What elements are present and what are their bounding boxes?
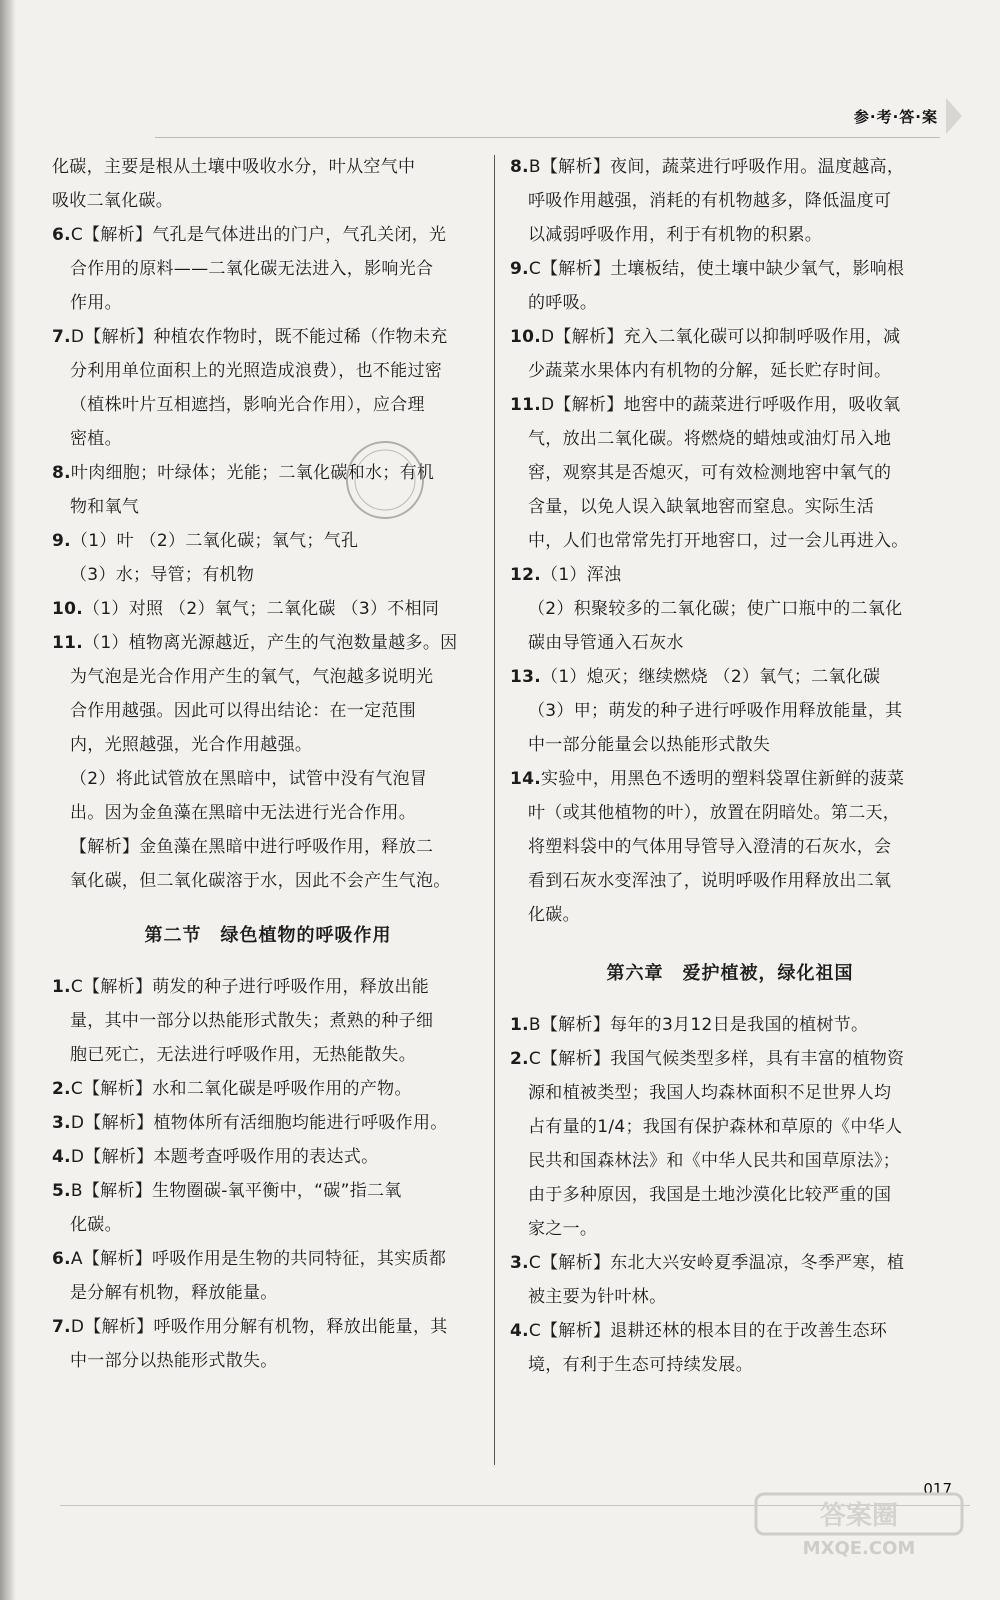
answer-text: 量，其中一部分以热能形式散失；煮熟的种子细 (70, 1011, 434, 1031)
answer-line (510, 524, 950, 558)
answer-line (510, 1212, 950, 1246)
question-number: 7. (52, 1317, 71, 1337)
answer-line (510, 660, 950, 694)
answer-text: 胞已死亡，无法进行呼吸作用，无热能散失。 (70, 1045, 416, 1065)
answer-line (510, 728, 950, 762)
answer-line (510, 1246, 950, 1280)
answer-text: （1）植物离光源越近，产生的气泡数量越多。因 (83, 633, 458, 653)
answer-line (52, 830, 484, 864)
watermark-logo-text: 答案圈 (819, 1501, 899, 1531)
answer-text: （2）将此试管放在黑暗中，试管中没有气泡冒 (70, 769, 428, 789)
question-number: 6. (52, 1249, 71, 1269)
question-number: 4. (510, 1321, 529, 1341)
answer-text: D【解析】呼吸作用分解有机物，释放出能量，其 (70, 1317, 448, 1337)
answer-text: 的呼吸。 (528, 293, 598, 313)
answer-text: （1）对照 （2）氧气；二氧化碳 （3）不相同 (83, 599, 440, 619)
question-number: 10. (510, 327, 542, 347)
question-number: 14. (510, 769, 542, 789)
answer-text: 由于多种原因，我国是土地沙漠化比较严重的国 (528, 1185, 892, 1205)
column-divider (494, 155, 495, 1465)
answer-line (510, 558, 950, 592)
answer-text: 化碳，主要是根从土壤中吸收水分，叶从空气中 (52, 157, 416, 177)
answer-text: 含量，以免人误入缺氧地窖而窒息。实际生活 (528, 497, 874, 517)
answer-text: 吸收二氧化碳。 (52, 191, 174, 211)
answer-text: B【解析】生物圈碳-氧平衡中，“碳”指二氧 (70, 1181, 402, 1201)
answer-text: 实验中，用黑色不透明的塑料袋罩住新鲜的菠菜 (541, 769, 905, 789)
question-number: 8. (510, 157, 529, 177)
book-spine-shadow (0, 0, 16, 1600)
answer-text: 氧化碳，但二氧化碳溶于水，因此不会产生气泡。 (70, 871, 451, 891)
answer-text: （1）浑浊 (541, 565, 622, 585)
question-number: 1. (52, 977, 71, 997)
answer-line (52, 218, 484, 252)
answer-line (52, 592, 484, 626)
answer-text: 内，光照越强，光合作用越强。 (70, 735, 313, 755)
answer-text: 是分解有机物，释放能量。 (70, 1283, 278, 1303)
right-answers-bottom (510, 1008, 950, 1382)
answer-text: C【解析】我国气候类型多样，具有丰富的植物资 (528, 1049, 905, 1069)
answer-line (52, 626, 484, 660)
header-rule (155, 137, 940, 138)
answer-text: 将塑料袋中的气体用导管导入澄清的石灰水，会 (528, 837, 892, 857)
right-answers-top (510, 150, 950, 932)
answer-text: 窖，观察其是否熄灭，可有效检测地窖中氧气的 (528, 463, 892, 483)
answer-text: （植株叶片互相遮挡，影响光合作用），应合理 (70, 395, 425, 415)
answer-line (510, 762, 950, 796)
answer-text: 家之一。 (528, 1219, 598, 1239)
answer-text: 民共和国森林法》和《中华人民共和国草原法》； (528, 1151, 901, 1171)
answer-line (510, 388, 950, 422)
answer-text: 【解析】金鱼藻在黑暗中进行呼吸作用，释放二 (70, 837, 434, 857)
answer-text: B【解析】夜间，蔬菜进行呼吸作用。温度越高， (528, 157, 905, 177)
answer-text: 碳由导管通入石灰水 (528, 633, 684, 653)
question-number: 2. (510, 1049, 529, 1069)
question-number: 6. (52, 225, 71, 245)
answer-line (510, 218, 950, 252)
answer-line (52, 252, 484, 286)
question-number: 5. (52, 1181, 71, 1201)
answer-line (52, 1174, 484, 1208)
answer-text: C【解析】退耕还林的根本目的在于改善生态环 (528, 1321, 888, 1341)
answer-line (52, 354, 484, 388)
answer-line (510, 898, 950, 932)
right-column (510, 150, 950, 1382)
header-arrow-icon (946, 98, 962, 134)
question-number: 7. (52, 327, 71, 347)
section-title-right: 第六章 爱护植被，绿化祖国 (606, 963, 854, 984)
answer-line (52, 184, 484, 218)
question-number: 3. (52, 1113, 71, 1133)
answer-line (510, 252, 950, 286)
answer-text: D【解析】本题考查呼吸作用的表达式。 (70, 1147, 379, 1167)
left-column (52, 150, 484, 1378)
answer-line (52, 1106, 484, 1140)
answer-text: 呼吸作用越强，消耗的有机物越多，降低温度可 (528, 191, 892, 211)
answer-line (52, 796, 484, 830)
answer-line (52, 660, 484, 694)
answer-line (510, 490, 950, 524)
answer-text: 合作用越强。因此可以得出结论：在一定范围 (70, 701, 416, 721)
answer-text: （1）叶 （2）二氧化碳；氧气；气孔 (70, 531, 359, 551)
answer-line (52, 762, 484, 796)
page-header (854, 96, 962, 136)
answer-text: 为气泡是光合作用产生的氧气，气泡越多说明光 (70, 667, 434, 687)
answer-text: D【解析】植物体所有活细胞均能进行呼吸作用。 (70, 1113, 448, 1133)
answer-line (510, 1280, 950, 1314)
answer-text: 以减弱呼吸作用，利于有机物的积累。 (528, 225, 823, 245)
answer-line (52, 1038, 484, 1072)
answer-text: 气，放出二氧化碳。将燃烧的蜡烛或油灯吊入地 (528, 429, 892, 449)
answer-text: C【解析】萌发的种子进行呼吸作用，释放出能 (70, 977, 430, 997)
answer-line (52, 1242, 484, 1276)
answer-line (52, 558, 484, 592)
answer-text: 看到石灰水变浑浊了，说明呼吸作用释放出二氧 (528, 871, 892, 891)
answer-text: 中一部分以热能形式散失。 (70, 1351, 278, 1371)
answer-line (52, 970, 484, 1004)
question-number: 12. (510, 565, 542, 585)
question-number: 9. (52, 531, 71, 551)
page-number: 017 (923, 1480, 952, 1498)
answer-text: C【解析】土壤板结，使土壤中缺少氧气，影响根 (528, 259, 905, 279)
answer-text: D【解析】种植农作物时，既不能过稀（作物未充 (70, 327, 448, 347)
answer-text: 作用。 (70, 293, 122, 313)
answer-text: D【解析】充入二氧化碳可以抑制呼吸作用，减 (541, 327, 901, 347)
answer-line (510, 1008, 950, 1042)
answer-line (52, 1310, 484, 1344)
answer-line (510, 1314, 950, 1348)
question-number: 11. (510, 395, 542, 415)
answer-line (510, 864, 950, 898)
section-title-left: 第二节 绿色植物的呼吸作用 (144, 925, 392, 946)
answer-text: 中一部分能量会以热能形式散失 (528, 735, 771, 755)
answer-line (510, 184, 950, 218)
answer-line (510, 592, 950, 626)
answer-line (510, 354, 950, 388)
answer-text: 分利用单位面积上的光照造成浪费），也不能过密 (70, 361, 443, 381)
question-number: 10. (52, 599, 84, 619)
question-number: 2. (52, 1079, 71, 1099)
answer-line (510, 286, 950, 320)
left-answers-bottom (52, 970, 484, 1378)
answer-text: 叶（或其他植物的叶），放置在阴暗处。第二天， (528, 803, 901, 823)
answer-line (52, 694, 484, 728)
answer-text: 密植。 (70, 429, 122, 449)
answer-text: （3）甲；萌发的种子进行呼吸作用释放能量，其 (528, 701, 903, 721)
answer-line (510, 1348, 950, 1382)
answer-line (510, 796, 950, 830)
question-number: 11. (52, 633, 84, 653)
answer-text: 合作用的原料——二氧化碳无法进入，影响光合 (70, 259, 434, 279)
answer-line (52, 864, 484, 898)
answer-line (52, 1344, 484, 1378)
stamp-mark (340, 435, 430, 525)
answer-text: 叶肉细胞；叶绿体；光能；二氧化碳和水；有机 (70, 463, 435, 483)
answer-line (52, 320, 484, 354)
answer-text: D【解析】地窖中的蔬菜进行呼吸作用，吸收氧 (541, 395, 901, 415)
answer-text: 物和氧气 (70, 497, 140, 517)
answer-line (510, 1042, 950, 1076)
answer-text: （2）积聚较多的二氧化碳；使广口瓶中的二氧化 (528, 599, 903, 619)
question-number: 3. (510, 1253, 529, 1273)
answer-text: A【解析】呼吸作用是生物的共同特征，其实质都 (70, 1249, 447, 1269)
answer-line (52, 1140, 484, 1174)
answer-line (52, 1208, 484, 1242)
answer-line (52, 388, 484, 422)
answer-line (510, 422, 950, 456)
question-number: 4. (52, 1147, 71, 1167)
answer-line (510, 1144, 950, 1178)
answer-line (52, 1004, 484, 1038)
answer-text: （3）水；导管；有机物 (70, 565, 255, 585)
answer-line (52, 524, 484, 558)
question-number: 8. (52, 463, 71, 483)
answer-text: （1）熄灭；继续燃烧 （2）氧气；二氧化碳 (541, 667, 881, 687)
answer-text: C【解析】气孔是气体进出的门户，气孔关闭，光 (70, 225, 447, 245)
answer-line (510, 830, 950, 864)
answer-line (510, 1076, 950, 1110)
answer-line (52, 286, 484, 320)
answer-line (510, 320, 950, 354)
answer-text: 化碳。 (70, 1215, 122, 1235)
answer-text: 中，人们也常常先打开地窖口，过一会儿再进入。 (528, 531, 909, 551)
answer-line (510, 1110, 950, 1144)
question-number: 13. (510, 667, 542, 687)
answer-text: B【解析】每年的3月12日是我国的植树节。 (528, 1015, 869, 1035)
question-number: 1. (510, 1015, 529, 1035)
question-number: 9. (510, 259, 529, 279)
answer-text: 占有量的1/4；我国有保护森林和草原的《中华人 (528, 1117, 903, 1137)
answer-text: 被主要为针叶林。 (528, 1287, 667, 1307)
answer-line (52, 150, 484, 184)
watermark-logo (754, 1490, 964, 1560)
answer-text: 出。因为金鱼藻在黑暗中无法进行光合作用。 (70, 803, 416, 823)
header-label: 参·考·答·案 (853, 107, 938, 126)
answer-line (510, 1178, 950, 1212)
watermark-text: MXQE.COM (802, 1538, 916, 1559)
answer-line (510, 694, 950, 728)
answer-line (510, 150, 950, 184)
answer-line (52, 1072, 484, 1106)
answer-text: C【解析】水和二氧化碳是呼吸作用的产物。 (70, 1079, 412, 1099)
answer-line (510, 456, 950, 490)
answer-line (510, 626, 950, 660)
answer-text: C【解析】东北大兴安岭夏季温凉，冬季严寒，植 (528, 1253, 905, 1273)
answer-text: 化碳。 (528, 905, 580, 925)
answer-text: 少蔬菜水果体内有机物的分解，延长贮存时间。 (528, 361, 892, 381)
answer-line (52, 728, 484, 762)
answer-line (52, 1276, 484, 1310)
answer-text: 境，有利于生态可持续发展。 (528, 1355, 753, 1375)
answer-text: 源和植被类型；我国人均森林面积不足世界人均 (528, 1083, 892, 1103)
